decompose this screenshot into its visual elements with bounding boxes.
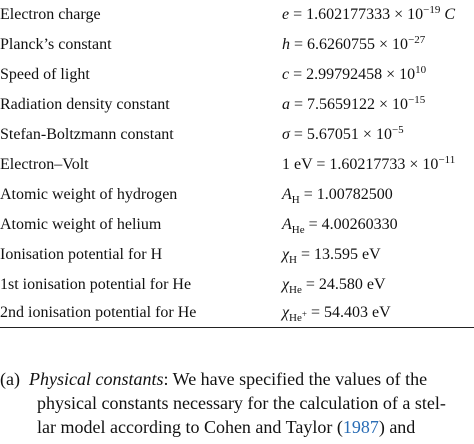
- constant-name: 1st ionisation potential for He: [0, 276, 192, 293]
- unit: C: [444, 6, 456, 23]
- table-row: [0, 60, 474, 90]
- subscript: H: [291, 194, 300, 206]
- constant-name: Stefan-Boltzmann constant: [0, 126, 174, 143]
- constant-name: Atomic weight of helium: [0, 216, 162, 233]
- subscript: [289, 309, 307, 324]
- symbol: χ: [282, 246, 290, 263]
- constant-name: Speed of light: [0, 66, 90, 83]
- constant-value: $\chi_{He} = 24.580$ eV: [282, 276, 386, 296]
- constant-name: 2nd ionisation potential for He: [0, 304, 197, 321]
- symbol: c: [282, 66, 290, 83]
- mantissa: 1.00782500: [316, 186, 393, 203]
- constant-name: Electron charge: [0, 6, 101, 23]
- caption-title: Physical constants: [28, 369, 164, 389]
- table-row: [0, 240, 474, 270]
- mantissa: 1.60217733 × 10: [329, 156, 439, 173]
- caption-line-1: [0, 368, 427, 391]
- exponent: −11: [438, 154, 456, 166]
- table-bottom-rule: [0, 327, 474, 328]
- symbol: σ: [282, 126, 290, 143]
- symbol: e: [282, 6, 290, 23]
- mantissa: 7.5659122 × 10: [307, 96, 409, 113]
- constant-value: $A_H = 1.00782500$: [282, 186, 393, 206]
- mantissa: 54.403 eV: [323, 304, 391, 321]
- mantissa: 5.67051 × 10: [306, 126, 392, 143]
- table-row: [0, 0, 474, 30]
- constant-value: $h = 6.6260755 \times 10^{-27}$: [282, 34, 426, 53]
- constant-name: Planck’s constant: [0, 36, 112, 53]
- exponent: 10: [415, 64, 427, 76]
- constant-value: $e = 1.602177333 \times 10^{-19}$ C: [282, 4, 456, 23]
- subscript: H: [289, 254, 297, 266]
- table-row: [0, 120, 474, 150]
- constant-value: $\sigma = 5.67051 \times 10^{-5}$: [282, 124, 404, 143]
- symbol: A: [282, 216, 292, 233]
- table-row: [0, 298, 474, 328]
- symbol: χ: [282, 304, 290, 321]
- mantissa: 1.602177333 × 10: [306, 6, 424, 23]
- caption-text: ) and: [378, 417, 416, 437]
- table-row: [0, 90, 474, 120]
- subscript: He: [291, 224, 305, 236]
- exponent: −15: [408, 94, 426, 106]
- symbol: h: [282, 36, 290, 53]
- caption-line-3: [37, 416, 415, 439]
- table-row: [0, 180, 474, 210]
- symbol: χ: [282, 276, 290, 293]
- symbol: 1 eV: [282, 156, 313, 173]
- caption-text: lar model according to Cohen and Taylor (: [37, 417, 343, 437]
- table-row: [0, 270, 474, 300]
- subscript-text: He: [289, 312, 302, 324]
- constant-name: Ionisation potential for H: [0, 246, 163, 263]
- exponent: −19: [423, 4, 441, 16]
- subscript-charge: +: [301, 309, 307, 319]
- constant-name: Electron–Volt: [0, 156, 89, 173]
- mantissa: 13.595 eV: [314, 246, 381, 263]
- mantissa: 2.99792458 × 10: [306, 66, 416, 83]
- table-row: [0, 210, 474, 240]
- table-row: [0, 150, 474, 180]
- exponent: −27: [408, 34, 426, 46]
- symbol: a: [282, 96, 290, 113]
- mantissa: 24.580 eV: [318, 276, 386, 293]
- subscript: He: [289, 284, 302, 296]
- constant-value: $c = 2.99792458 \times 10^{10}$: [282, 64, 427, 83]
- caption-text: : We have specified the values of the: [163, 369, 428, 389]
- mantissa: 6.6260755 × 10: [307, 36, 409, 53]
- citation-link[interactable]: 1987: [342, 417, 379, 437]
- mantissa: 4.00260330: [321, 216, 398, 233]
- constant-value: $\chi_{He^+} = 54.403$ eV: [282, 304, 391, 324]
- constant-value: $a = 7.5659122 \times 10^{-15}$: [282, 94, 426, 113]
- constant-value: 1 eV = $1.60217733 \times 10^{-11}$: [282, 154, 456, 173]
- constant-value: $\chi_H = 13.595$ eV: [282, 246, 381, 266]
- caption-line-2: physical constants necessary for the calculation of a stel-: [37, 393, 446, 413]
- caption-label: (a): [0, 369, 20, 389]
- table-row: [0, 30, 474, 60]
- exponent: −5: [391, 124, 404, 136]
- symbol: A: [282, 186, 292, 203]
- constant-value: $A_{He} = 4.00260330$: [282, 216, 398, 236]
- constant-name: Atomic weight of hydrogen: [0, 186, 178, 203]
- constant-name: Radiation density constant: [0, 96, 170, 113]
